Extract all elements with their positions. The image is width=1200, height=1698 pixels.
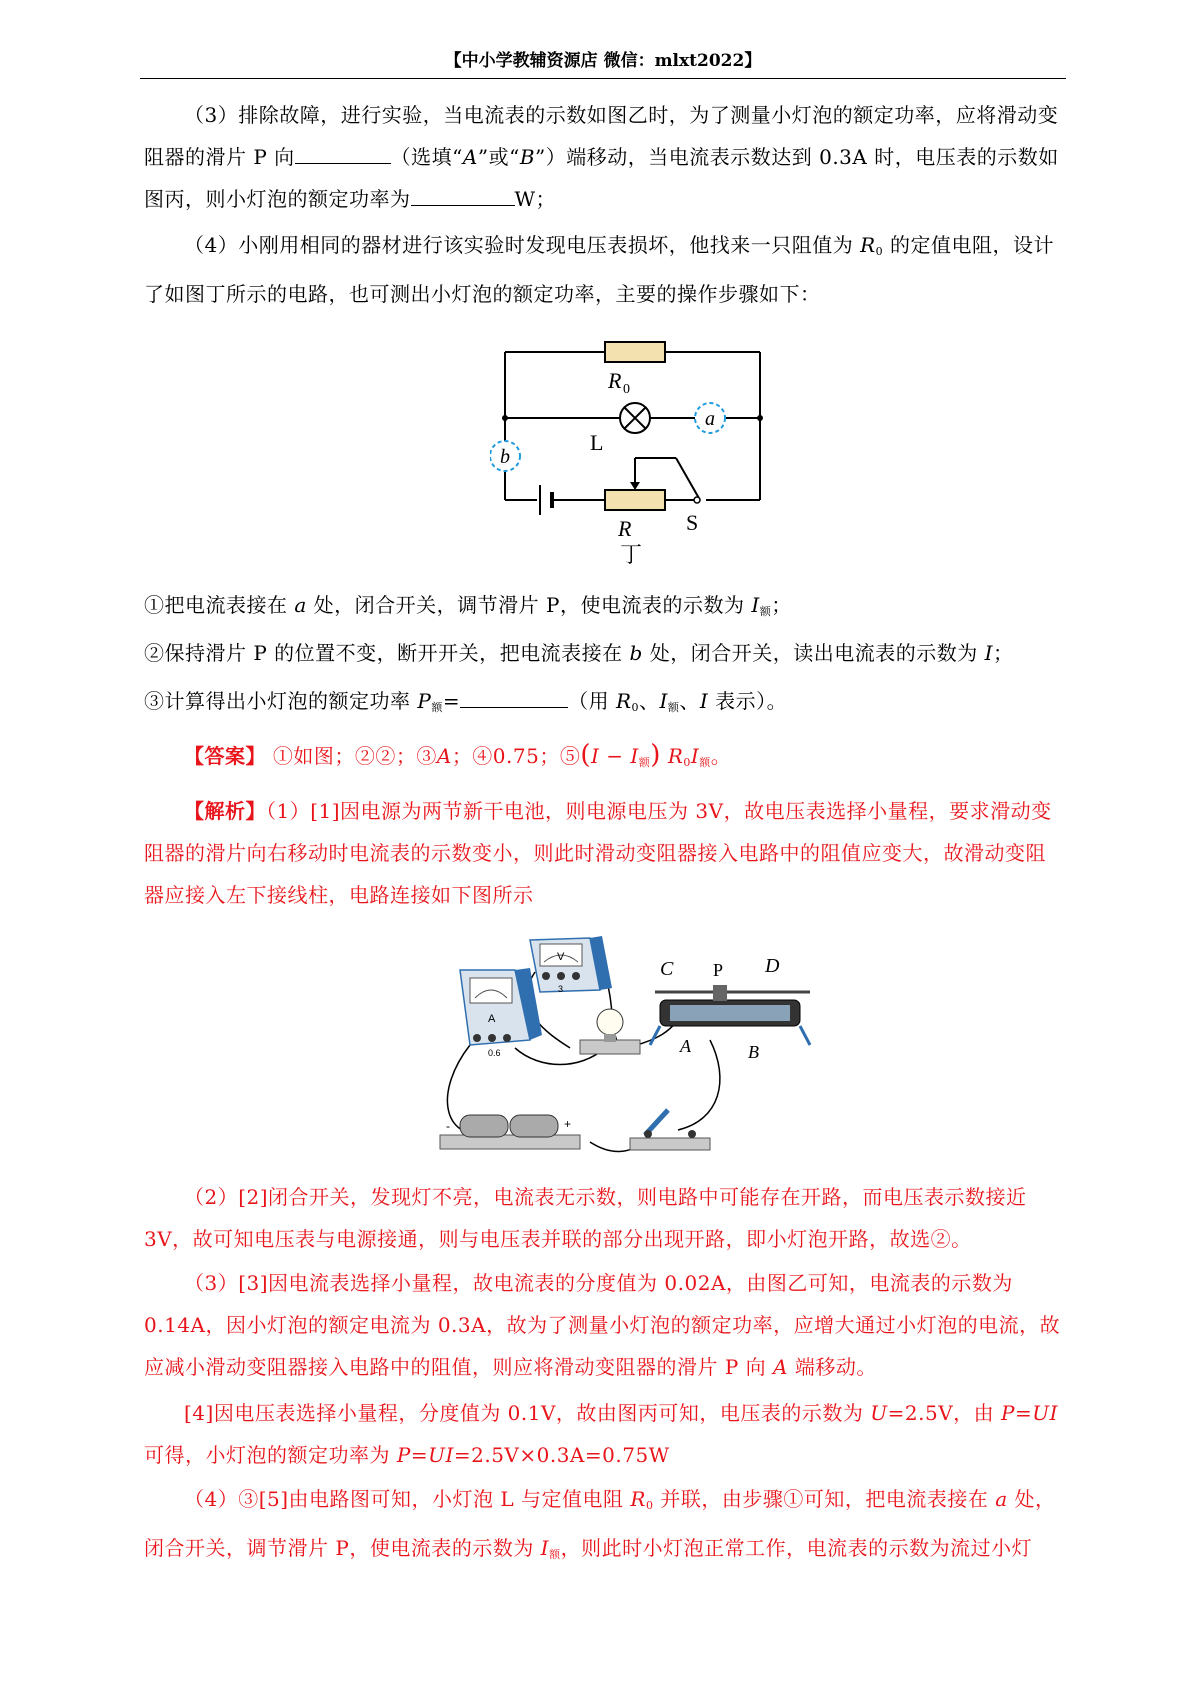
rheostat-icon xyxy=(605,490,665,510)
label-r0: R xyxy=(608,368,622,393)
answer-blank[interactable] xyxy=(295,163,391,164)
label-a: a xyxy=(705,408,715,430)
figure-caption: 丁 xyxy=(620,543,643,568)
rheostat-apparatus-icon xyxy=(650,985,810,1045)
voltmeter-label: V xyxy=(557,951,565,963)
terminal-d: D xyxy=(765,955,780,977)
analysis-part-5: （4）③[5]由电路图可知，小灯泡 L 与定值电阻 $R_0$ 并联，由步骤①可知，把电流表接在 a 处，闭合开关，调节滑片 P，使电流表的示数为 $I_额$，则此时小灯泡正常工作，电流表的示数为流过小灯 xyxy=(144,1487,1056,1561)
analysis-part-1: 【解析】（1）[1]因电源为两节新干电池，则电源电压为 3V，故电压表选择小量程，要求滑动变阻器的滑片向右移动时电流表的示数变小，则此时滑动变阻器接入电路中的阻值应变大，故滑动变阻器应接入左下接线柱，电路连接如下图所示 xyxy=(144,799,1052,907)
voltmeter-range: 3 xyxy=(558,984,564,994)
apparatus-diagram xyxy=(430,930,820,1165)
voltmeter-icon xyxy=(530,936,612,994)
page-header: 【中小学教辅资源店 微信：mlxt2022】 xyxy=(140,44,1066,79)
step-1: ①把电流表接在 a 处，闭合开关，调节滑片 P，使电流表的示数为 $I_额$； xyxy=(144,593,792,618)
label-b: b xyxy=(500,446,510,468)
question-4: （4）小刚用相同的器材进行该实验时发现电压表损坏，他找来一只阻值为 $R_0$ 的定值电阻，设计了如图丁所示的电路，也可测出小灯泡的额定功率，主要的操作步骤如下： xyxy=(144,233,1055,306)
bulb-icon xyxy=(580,1009,640,1054)
label-lamp: L xyxy=(590,430,604,455)
ammeter-icon xyxy=(460,968,542,1058)
answer-blank[interactable] xyxy=(411,205,515,206)
terminal-a: A xyxy=(680,1036,691,1056)
junction-dot xyxy=(502,415,508,421)
label-r0-sub: 0 xyxy=(623,382,630,397)
ammeter-label: A xyxy=(488,1013,496,1025)
circuit-diagram xyxy=(490,330,780,570)
analysis-part-3: （3）[3]因电流表选择小量程，故电流表的分度值为 0.02A，由图乙可知，电流表的示数为 0.14A，因小灯泡的额定电流为 0.3A，故为了测量小灯泡的额定功率，应增大通过小灯泡的电流，故应减小滑动变阻器接入电路中的阻值，则应将滑动变阻器的滑片 P 向 A 端移动。 xyxy=(144,1271,1061,1379)
switch-icon xyxy=(630,1110,710,1150)
analysis-part-4: [4]因电压表选择小量程，分度值为 0.1V，故由图丙可知，电压表的示数为 U=2.5V，由 P=UI 可得，小灯泡的额定功率为 P=UI=2.5V×0.3A=0.75W xyxy=(144,1401,1059,1467)
terminal-c: C xyxy=(660,958,674,980)
answer-line: 【答案】 ①如图；②②；③A；④0.75；⑤(I − $I_额$) $R_0I_额$。 xyxy=(184,740,732,770)
resistor-r0-icon xyxy=(605,342,665,362)
ammeter-range: 0.6 xyxy=(488,1048,501,1058)
label-switch: S xyxy=(686,510,699,535)
battery-pos: + xyxy=(564,1117,572,1131)
question-3: （3）排除故障，进行实验，当电流表的示数如图乙时，为了测量小灯泡的额定功率，应将滑动变阻器的滑片 P 向 （选填“A”或“B”）端移动，当电流表示数达到 0.3A 时，电压表的示数如图丙，则小灯泡的额定功率为 W； xyxy=(144,103,1059,211)
answer-blank[interactable] xyxy=(460,707,568,708)
step-3: ③计算得出小灯泡的额定功率 $P_额=$ （用 $R_0$、$I_额$、I 表示）。 xyxy=(144,689,788,714)
step-2: ②保持滑片 P 的位置不变，断开开关，把电流表接在 b 处，闭合开关，读出电流表的示数为 I； xyxy=(144,641,1014,665)
terminal-b: B xyxy=(748,1042,759,1062)
slider-p: P xyxy=(713,960,724,980)
analysis-part-2: （2）[2]闭合开关，发现灯不亮，电流表无示数，则电路中可能存在开路，而电压表示数接近 3V，故可知电压表与电源接通，则与电压表并联的部分出现开路，即小灯泡开路，故选②。 xyxy=(144,1185,1027,1251)
battery-neg: - xyxy=(446,1119,450,1133)
label-r: R xyxy=(618,516,632,541)
lamp-icon xyxy=(620,403,650,433)
battery-icon xyxy=(440,1115,580,1149)
junction-dot xyxy=(757,415,763,421)
